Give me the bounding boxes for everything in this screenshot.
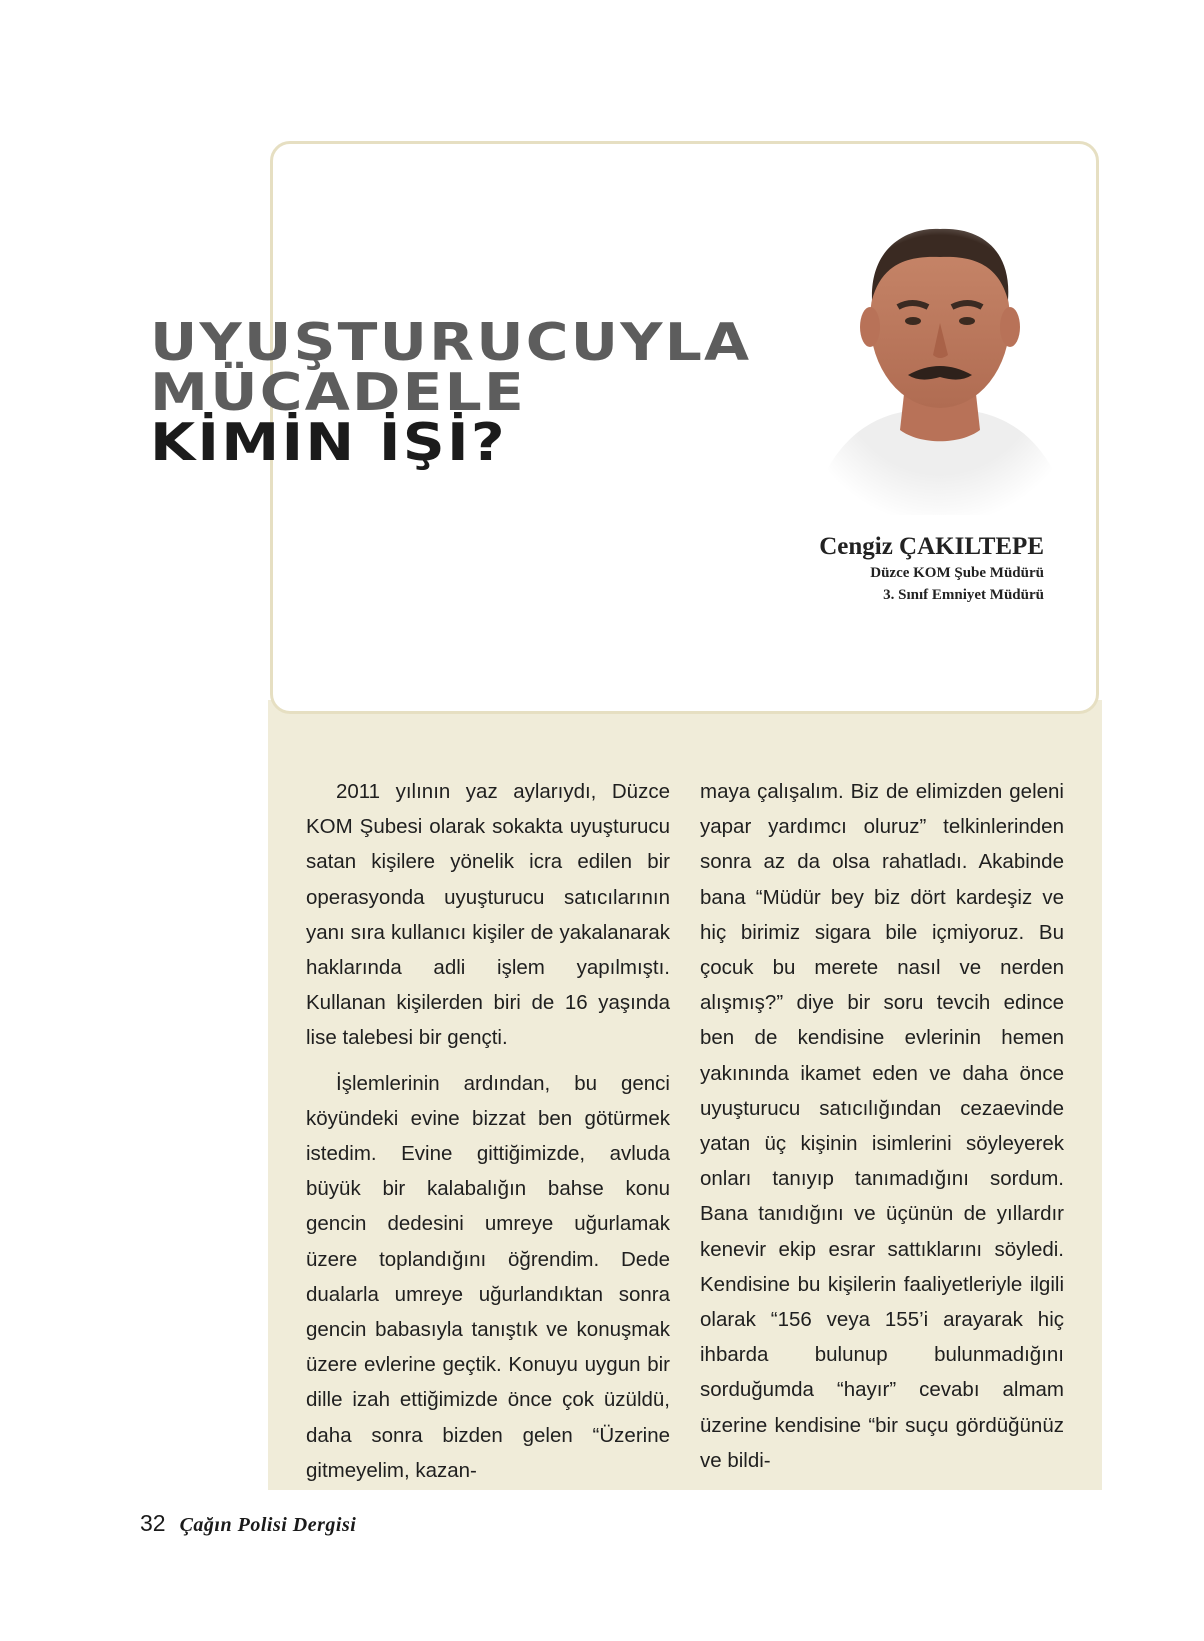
text-column-left	[306, 774, 670, 1488]
magazine-name: Çağın Polisi Dergisi	[179, 1514, 357, 1536]
article-title	[150, 313, 752, 473]
author-role-1: Düzce KOM Şube Müdürü	[870, 565, 1044, 581]
paragraph: 2011 yılının yaz aylarıydı, Düzce KOM Şubesi olarak sokakta uyuşturucu satan kişilere yönelik icra edilen bir operasyonda uyuşturucu satıcılarının yanı sıra kullanıcı kişiler de yakalanarak haklarında adli işlem yapılmıştı. Kullanan kişilerden biri de 16 yaşında lise talebesi bir gençti.	[306, 780, 670, 1050]
author-role-2: 3. Sınıf Emniyet Müdürü	[883, 587, 1044, 603]
author-name: Cengiz ÇAKILTEPE	[819, 533, 1044, 560]
title-line-2: MÜCADELE	[150, 363, 527, 423]
paragraph: İşlemlerinin ardından, bu genci köyündeki evine bizzat ben götürmek istedim. Evine gittiğimizde, avluda büyük bir kalabalığın bahse konu gencin dedesini umreye uğurlamak üzere toplandığını öğrendim. Dede dualarla umreye uğurlandıktan sonra gencin babasıyla tanıştık ve konuşmak üzere evlerine geçtik. Konuyu uygun bir dille izah ettiğimizde önce çok üzüldü, daha sonra bizden gelen “Üzerine gitmeyelim, kazan-	[306, 1071, 670, 1482]
title-line-3: KİMİN İŞİ?	[150, 413, 507, 473]
author-portrait	[800, 215, 1080, 525]
page-footer	[140, 1510, 356, 1537]
page-number: 32	[140, 1510, 166, 1536]
paragraph: maya çalışalım. Biz de elimizden geleni yapar yardımcı oluruz” telkinlerinden sonra az da olsa rahatladı. Akabinde bana “Müdür bey biz dört kardeşiz ve hiç birimiz sigara bile içmiyoruz. Bu çocuk bu merete nasıl ve nerden alışmış?” diye bir soru tevcih edince ben de kendisine evlerinin hemen yakınında ikamet eden ve daha önce uyuşturucu satıcılığından cezaevinde yatan üç kişinin isimlerini söyleyerek onları tanıyıp tanımadığını sordum. Bana tanıdığını ve üçünün de yıllardır kenevir ekip esrar sattıklarını söyledi. Kendisine bu kişilerin faaliyetleriyle ilgili olarak “156 veya 155’i arayarak hiç ihbarda bulunup bulunmadığını sorduğumda “hayır” cevabı almam üzerine kendisine “bir suçu gördüğünüz ve bildi-	[700, 780, 1064, 1472]
text-column-right	[700, 774, 1064, 1478]
title-line-1: UYUŞTURUCUYLA	[150, 313, 752, 373]
author-info	[819, 532, 1044, 606]
